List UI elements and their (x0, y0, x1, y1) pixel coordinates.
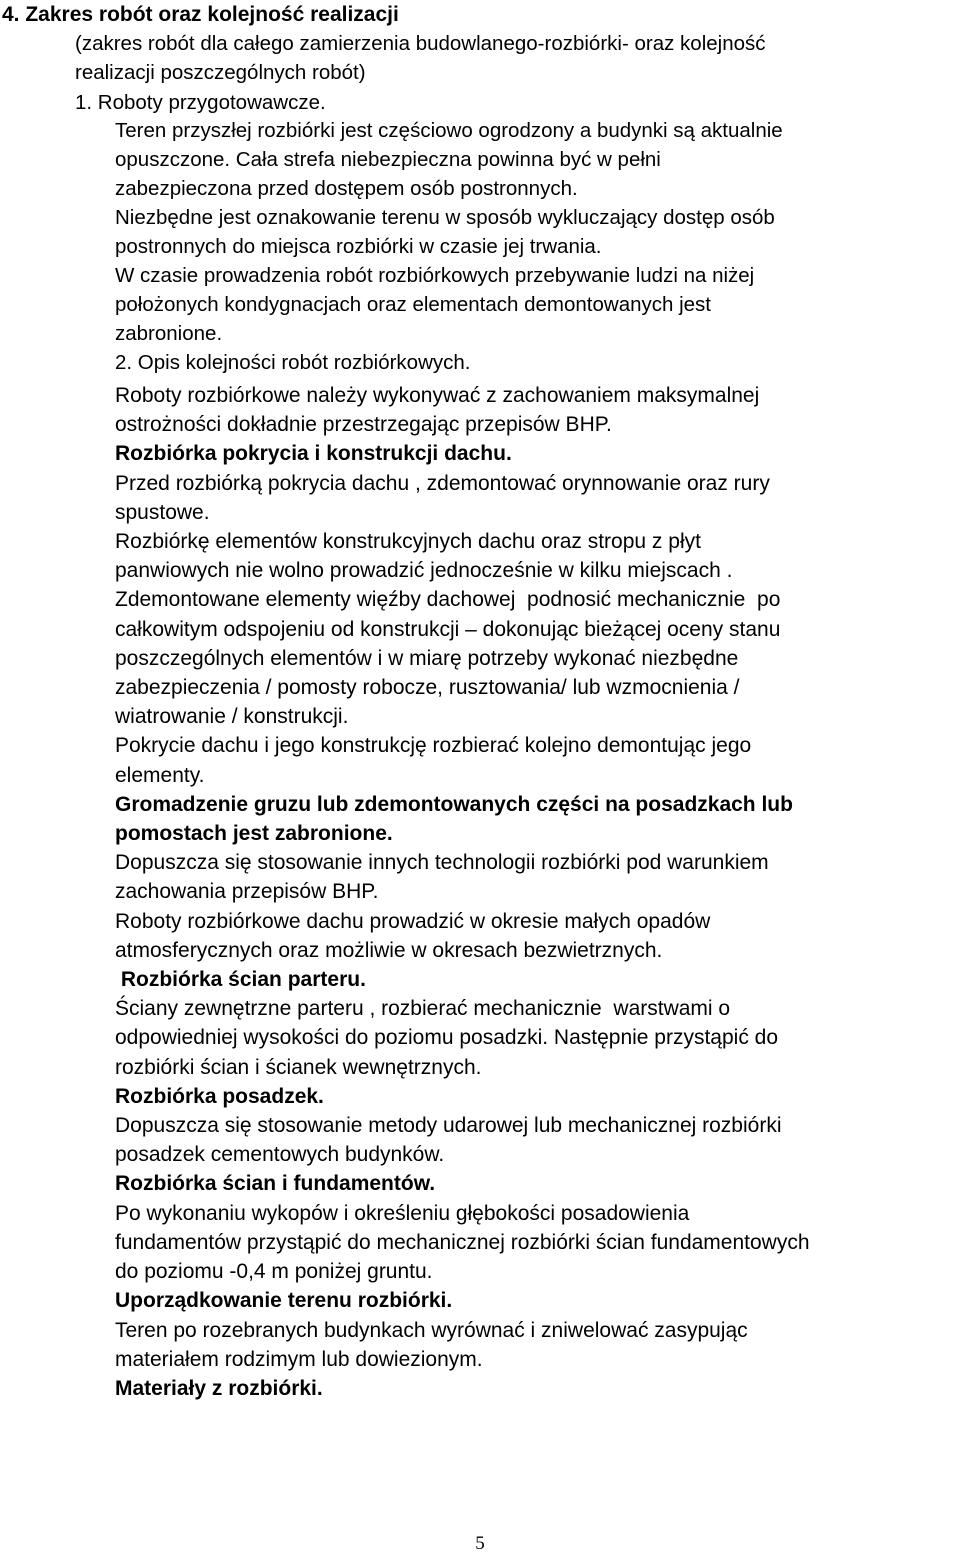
paragraph-line: Niezbędne jest oznakowanie terenu w sposób wykluczający dostęp osób (115, 206, 775, 229)
paragraph-line: ostrożności dokładnie przestrzegając przepisów BHP. (115, 413, 612, 437)
paragraph-line: Roboty rozbiórkowe należy wykonywać z zachowaniem maksymalnej (115, 384, 760, 407)
paragraph-line: fundamentów przystąpić do mechanicznej rozbiórki ścian fundamentowych (115, 1230, 810, 1254)
subheading-line: Rozbiórka posadzek. (115, 1084, 324, 1108)
paragraph-line: Po wykonaniu wykopów i określeniu głębokości posadowienia (115, 1201, 690, 1225)
paragraph-line: poszczególnych elementów i w miarę potrzeby wykonać niezbędne (115, 646, 739, 670)
subheading-line: Materiały z rozbiórki. (115, 1376, 323, 1400)
subtitle-line: (zakres robót dla całego zamierzenia budowlanego-rozbiórki- oraz kolejność (75, 32, 766, 55)
paragraph-line: Teren po rozebranych budynkach wyrównać i zniwelować zasypując (115, 1318, 748, 1342)
paragraph-line: zabronione. (115, 322, 223, 345)
subsection-heading: 1. Roboty przygotowawcze. (75, 90, 326, 114)
paragraph-line: spustowe. (115, 500, 210, 524)
paragraph-line: całkowitym odspojeniu od konstrukcji – dokonując bieżącej oceny stanu (115, 617, 781, 641)
paragraph-line: zachowania przepisów BHP. (115, 880, 379, 904)
paragraph-line: rozbiórki ścian i ścianek wewnętrznych. (115, 1055, 482, 1079)
subheading-line: Uporządkowanie terenu rozbiórki. (115, 1289, 453, 1313)
section-title: 4. Zakres robót oraz kolejność realizacji (2, 3, 399, 26)
paragraph-line: Dopuszcza się stosowanie innych technologii rozbiórki pod warunkiem (115, 851, 769, 875)
demolition-sequence-text (115, 381, 960, 1403)
paragraph-line: opuszczone. Cała strefa niebezpieczna powinna być w pełni (115, 148, 661, 171)
paragraph-line: Zdemontowane elementy więźby dachowej podnosić mechanicznie po (115, 588, 781, 612)
subheading-line: Rozbiórka pokrycia i konstrukcji dachu. (115, 442, 512, 466)
preparatory-works-text (115, 116, 960, 377)
paragraph-line: zabezpieczona przed dostępem osób postronnych. (115, 177, 578, 200)
paragraph-line: Teren przyszłej rozbiórki jest częściowo ogrodzony a budynki są aktualnie (115, 119, 783, 142)
subsection-heading: 2. Opis kolejności robót rozbiórkowych. (115, 351, 471, 374)
paragraph-line: Ściany zewnętrzne parteru , rozbierać mechanicznie warstwami o (115, 997, 731, 1021)
paragraph-line: Dopuszcza się stosowanie metody udarowej lub mechanicznej rozbiórki (115, 1114, 782, 1138)
paragraph-line: elementy. (115, 763, 205, 787)
paragraph-line: Pokrycie dachu i jego konstrukcję rozbierać kolejno demontując jego (115, 734, 752, 758)
subheading-line: Rozbiórka ścian parteru. (115, 968, 366, 992)
paragraph-line: Roboty rozbiórkowe dachu prowadzić w okresie małych opadów (115, 909, 711, 933)
paragraph-line: odpowiedniej wysokości do poziomu posadzki. Następnie przystąpić do (115, 1026, 779, 1050)
paragraph-line: do poziomu -0,4 m poniżej gruntu. (115, 1260, 433, 1284)
subheading-line: pomostach jest zabronione. (115, 822, 393, 846)
paragraph-line: postronnych do miejsca rozbiórki w czasie jej trwania. (115, 235, 602, 258)
paragraph-line: Przed rozbiórką pokrycia dachu , zdemontować orynnowanie oraz rury (115, 471, 770, 495)
subheading-line: Gromadzenie gruzu lub zdemontowanych części na posadzkach lub (115, 792, 793, 816)
paragraph-line: panwiowych nie wolno prowadzić jednocześnie w kilku miejscach . (115, 559, 733, 583)
section-subtitle (75, 29, 960, 117)
paragraph-line: położonych kondygnacjach oraz elementach demontowanych jest (115, 293, 712, 316)
paragraph-line: zabezpieczenia / pomosty robocze, rusztowania/ lub wzmocnienia / (115, 676, 740, 700)
paragraph-line: materiałem rodzimym lub dowiezionym. (115, 1347, 483, 1371)
paragraph-line: atmosferycznych oraz możliwie w okresach bezwietrznych. (115, 938, 663, 962)
paragraph-line: wiatrowanie / konstrukcji. (115, 705, 349, 729)
subtitle-line: realizacji poszczególnych robót) (75, 61, 366, 85)
subheading-line: Rozbiórka ścian i fundamentów. (115, 1172, 436, 1196)
paragraph-line: posadzek cementowych budynków. (115, 1143, 445, 1167)
paragraph-line: W czasie prowadzenia robót rozbiórkowych przebywanie ludzi na niżej (115, 264, 755, 287)
paragraph-line: Rozbiórkę elementów konstrukcyjnych dachu oraz stropu z płyt (115, 530, 701, 554)
page-number: 5 (475, 1533, 485, 1554)
